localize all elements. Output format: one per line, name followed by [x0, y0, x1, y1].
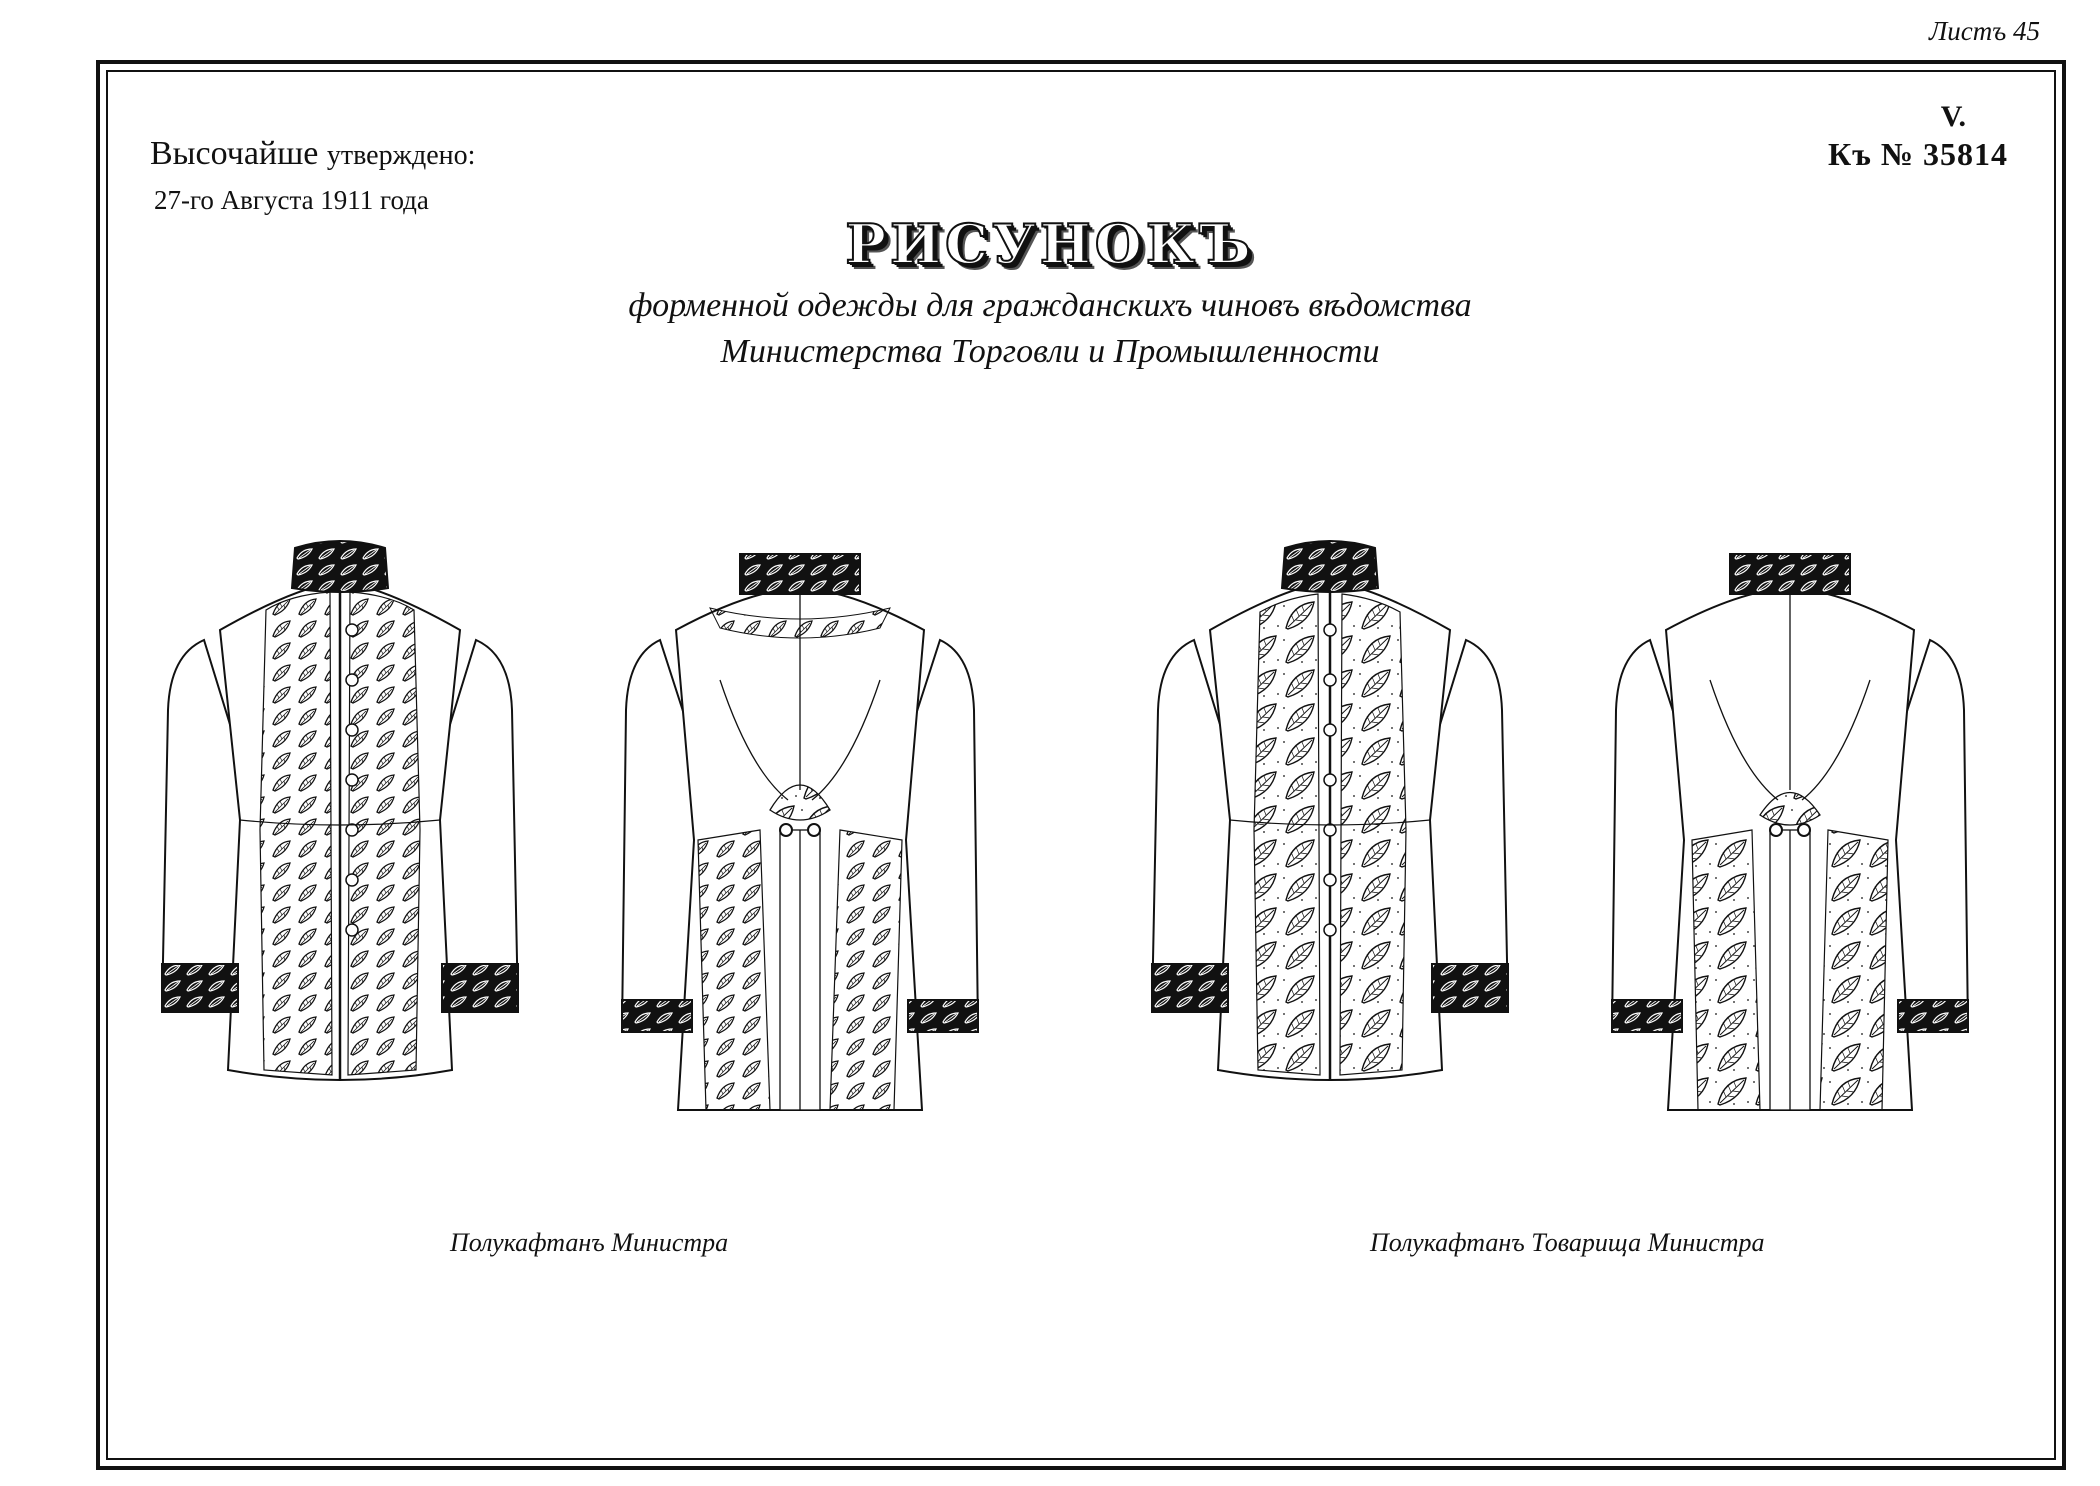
minister-front-figure [162, 541, 518, 1080]
approval-rest: утверждено: [326, 140, 476, 171]
subtitle-line-2: Министерства Торговли и Промышленности [720, 333, 1380, 370]
approval-line-1 [150, 132, 475, 178]
deputy-back-figure [1612, 554, 1968, 1110]
page-title: РИСУНОКЪ [845, 212, 1255, 276]
approval-main-word: Высочайше [150, 135, 319, 172]
reference-number: Къ № 35814 [1827, 136, 2008, 172]
approval-block [150, 132, 475, 222]
title-wrap [0, 212, 2100, 276]
minister-back-figure [622, 554, 978, 1110]
caption-minister: Полукафтанъ Министра [450, 1228, 729, 1257]
reference-block [1828, 100, 2008, 173]
section-number: V. [1940, 100, 1966, 133]
approval-date: 27-го Августа 1911 года [154, 185, 429, 215]
subtitle-line-1: форменной одежды для гражданскихъ чиновъ вѣдомства [628, 287, 1472, 324]
sheet-number: Листъ 45 [1928, 16, 2040, 46]
deputy-front-figure [1152, 541, 1508, 1080]
uniform-illustrations [140, 530, 2020, 1130]
caption-deputy-minister: Полукафтанъ Товарища Министра [1370, 1228, 1765, 1257]
